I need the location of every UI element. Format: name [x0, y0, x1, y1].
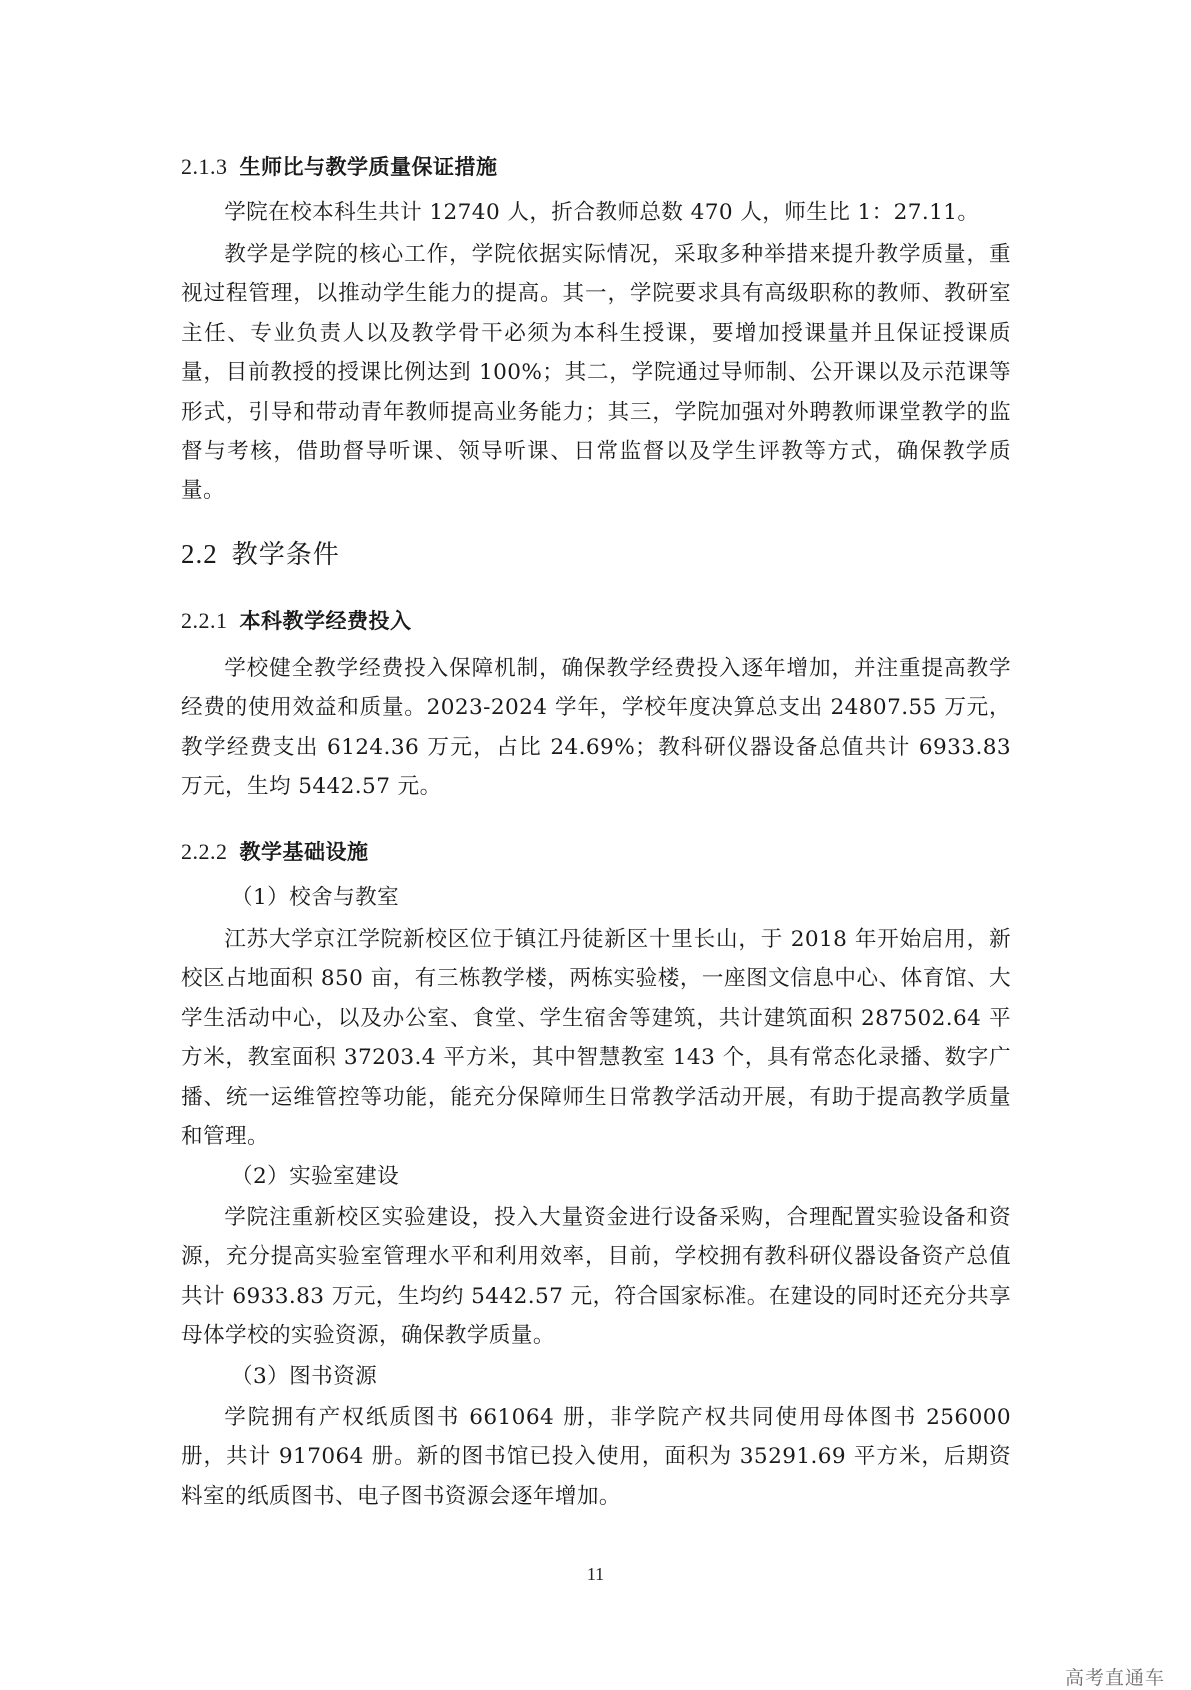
paragraph: 学院注重新校区实验建设，投入大量资金进行设备采购，合理配置实验设备和资源，充分提高实验室管理水平和利用效率，目前，学校拥有教科研仪器设备资产总值共计 6933.83 万元，生均约 5442.57 元，符合国家标准。在建设的同时还充分共享母体学校的实验资源，确保教学质量。: [181, 1205, 1011, 1349]
heading-2-2-1: [181, 606, 1011, 636]
paragraph: 江苏大学京江学院新校区位于镇江丹徒新区十里长山，于 2018 年开始启用，新校区占地面积 850 亩，有三栋教学楼，两栋实验楼，一座图文信息中心、体育馆、大学生活动中心，以及办公室、食堂、学生宿舍等建筑，共计建筑面积 287502.64 平方米，教室面积 37203.4 平方米，其中智慧教室 143 个，具有常态化录播、数字广播、统一运维管控等功能，能充分保障师生日常教学活动开展，有助于提高教学质量和管理。: [181, 927, 1011, 1150]
heading-title: 生师比与教学质量保证措施: [239, 155, 498, 179]
watermark: 高考直通车: [1064, 1667, 1165, 1689]
heading-title: 教学条件: [231, 540, 340, 570]
heading-number: 2.2: [181, 539, 218, 569]
page-number: 11: [586, 1564, 605, 1584]
subheading: （3）图书资源: [231, 1364, 378, 1389]
heading-number: 2.2.2: [181, 839, 228, 864]
subheading: （2）实验室建设: [231, 1164, 400, 1189]
heading-title: 教学基础设施: [239, 840, 369, 864]
subheading: （1）校舍与教室: [231, 885, 400, 910]
paragraph: 学校健全教学经费投入保障机制，确保教学经费投入逐年增加，并注重提高教学经费的使用效益和质量。2023-2024 学年，学校年度决算总支出 24807.55 万元，教学经费支出 6124.36 万元，占比 24.69%；教科研仪器设备总值共计 6933.83 万元，生均 5442.57 元。: [181, 656, 1011, 800]
heading-number: 2.1.3: [181, 154, 228, 179]
heading-2-2-2: [181, 837, 1011, 867]
heading-2-2: [181, 536, 1011, 573]
paragraph: 学院在校本科生共计 12740 人，折合教师总数 470 人，师生比 1：27.11。: [224, 200, 980, 225]
heading-number: 2.2.1: [181, 608, 228, 633]
heading-title: 本科教学经费投入: [239, 609, 412, 633]
paragraph: 教学是学院的核心工作，学院依据实际情况，采取多种举措来提升教学质量，重视过程管理，以推动学生能力的提高。其一，学院要求具有高级职称的教师、教研室主任、专业负责人以及教学骨干必须为本科生授课，要增加授课量并且保证授课质量，目前教授的授课比例达到 100%；其二，学院通过导师制、公开课以及示范课等形式，引导和带动青年教师提高业务能力；其三，学院加强对外聘教师课堂教学的监督与考核，借助督导听课、领导听课、日常监督以及学生评教等方式，确保教学质量。: [181, 242, 1011, 504]
paragraph: 学院拥有产权纸质图书 661064 册，非学院产权共同使用母体图书 256000 册，共计 917064 册。新的图书馆已投入使用，面积为 35291.69 平方米，后期资料室的纸质图书、电子图书资源会逐年增加。: [181, 1405, 1011, 1509]
heading-2-1-3: [181, 152, 1011, 182]
